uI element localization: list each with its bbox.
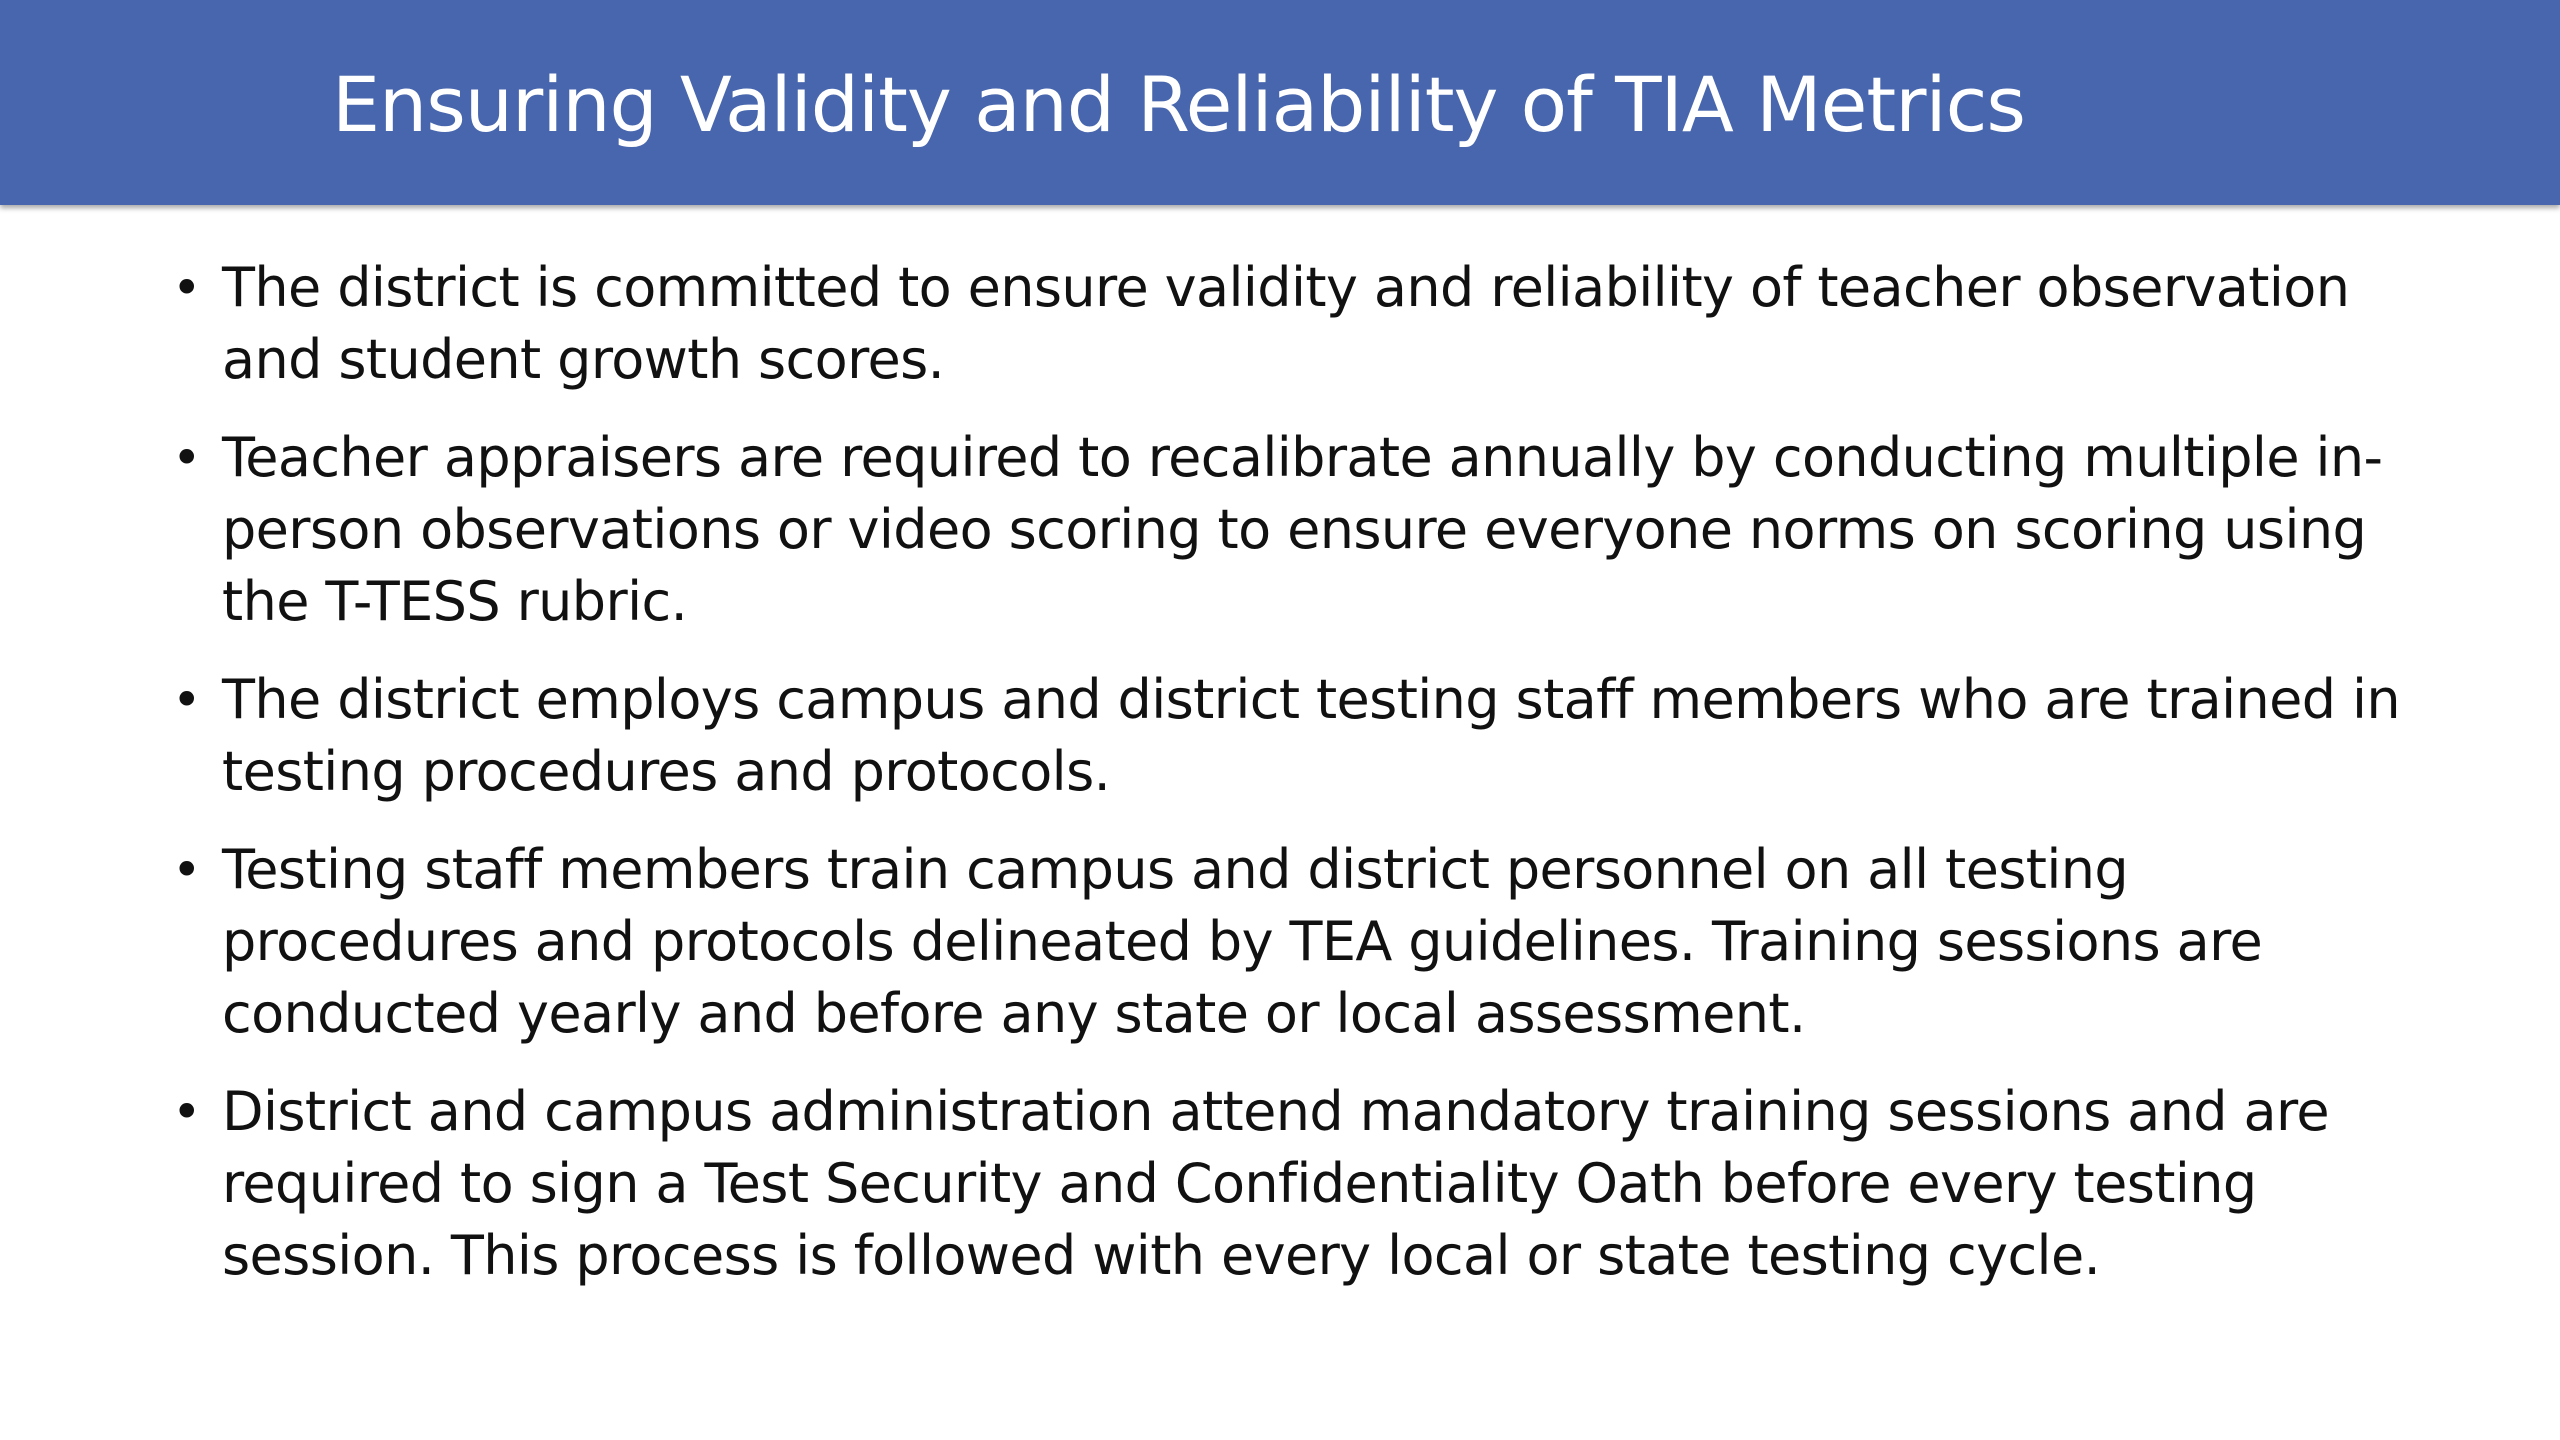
bullet-dot-icon: • xyxy=(172,429,201,487)
bullet-item-testing-staff xyxy=(172,664,2412,808)
bullet-item-appraiser-recalibration xyxy=(172,422,2412,638)
bullet-dot-icon: • xyxy=(172,259,201,317)
bullet-text: The district is committed to ensure validity and reliability of teacher observation and student growth scores. xyxy=(222,256,2350,391)
bullet-item-validity-commitment xyxy=(172,252,2412,396)
title-bar xyxy=(0,0,2560,205)
bullet-dot-icon: • xyxy=(172,1083,201,1141)
slide-content xyxy=(172,252,2412,1318)
bullet-item-staff-training xyxy=(172,834,2412,1050)
bullet-text: Testing staff members train campus and district personnel on all testing procedures and protocols delineated by TEA guidelines. Training sessions are conducted yearly and before any state or local assessment. xyxy=(222,838,2263,1045)
bullet-text: The district employs campus and district testing staff members who are trained in testing procedures and protocols. xyxy=(222,668,2401,803)
slide-title: Ensuring Validity and Reliability of TIA Metrics xyxy=(332,60,2025,149)
bullet-text: District and campus administration attend mandatory training sessions and are required to sign a Test Security and Confidentiality Oath before every testing session. This process is followed with every local or state testing cycle. xyxy=(222,1080,2330,1287)
bullet-dot-icon: • xyxy=(172,841,201,899)
bullet-list xyxy=(172,252,2412,1292)
bullet-item-security-oath xyxy=(172,1076,2412,1292)
bullet-text: Teacher appraisers are required to recalibrate annually by conducting multiple in-person observations or video scoring to ensure everyone norms on scoring using the T-TESS rubric. xyxy=(222,426,2383,633)
bullet-dot-icon: • xyxy=(172,671,201,729)
